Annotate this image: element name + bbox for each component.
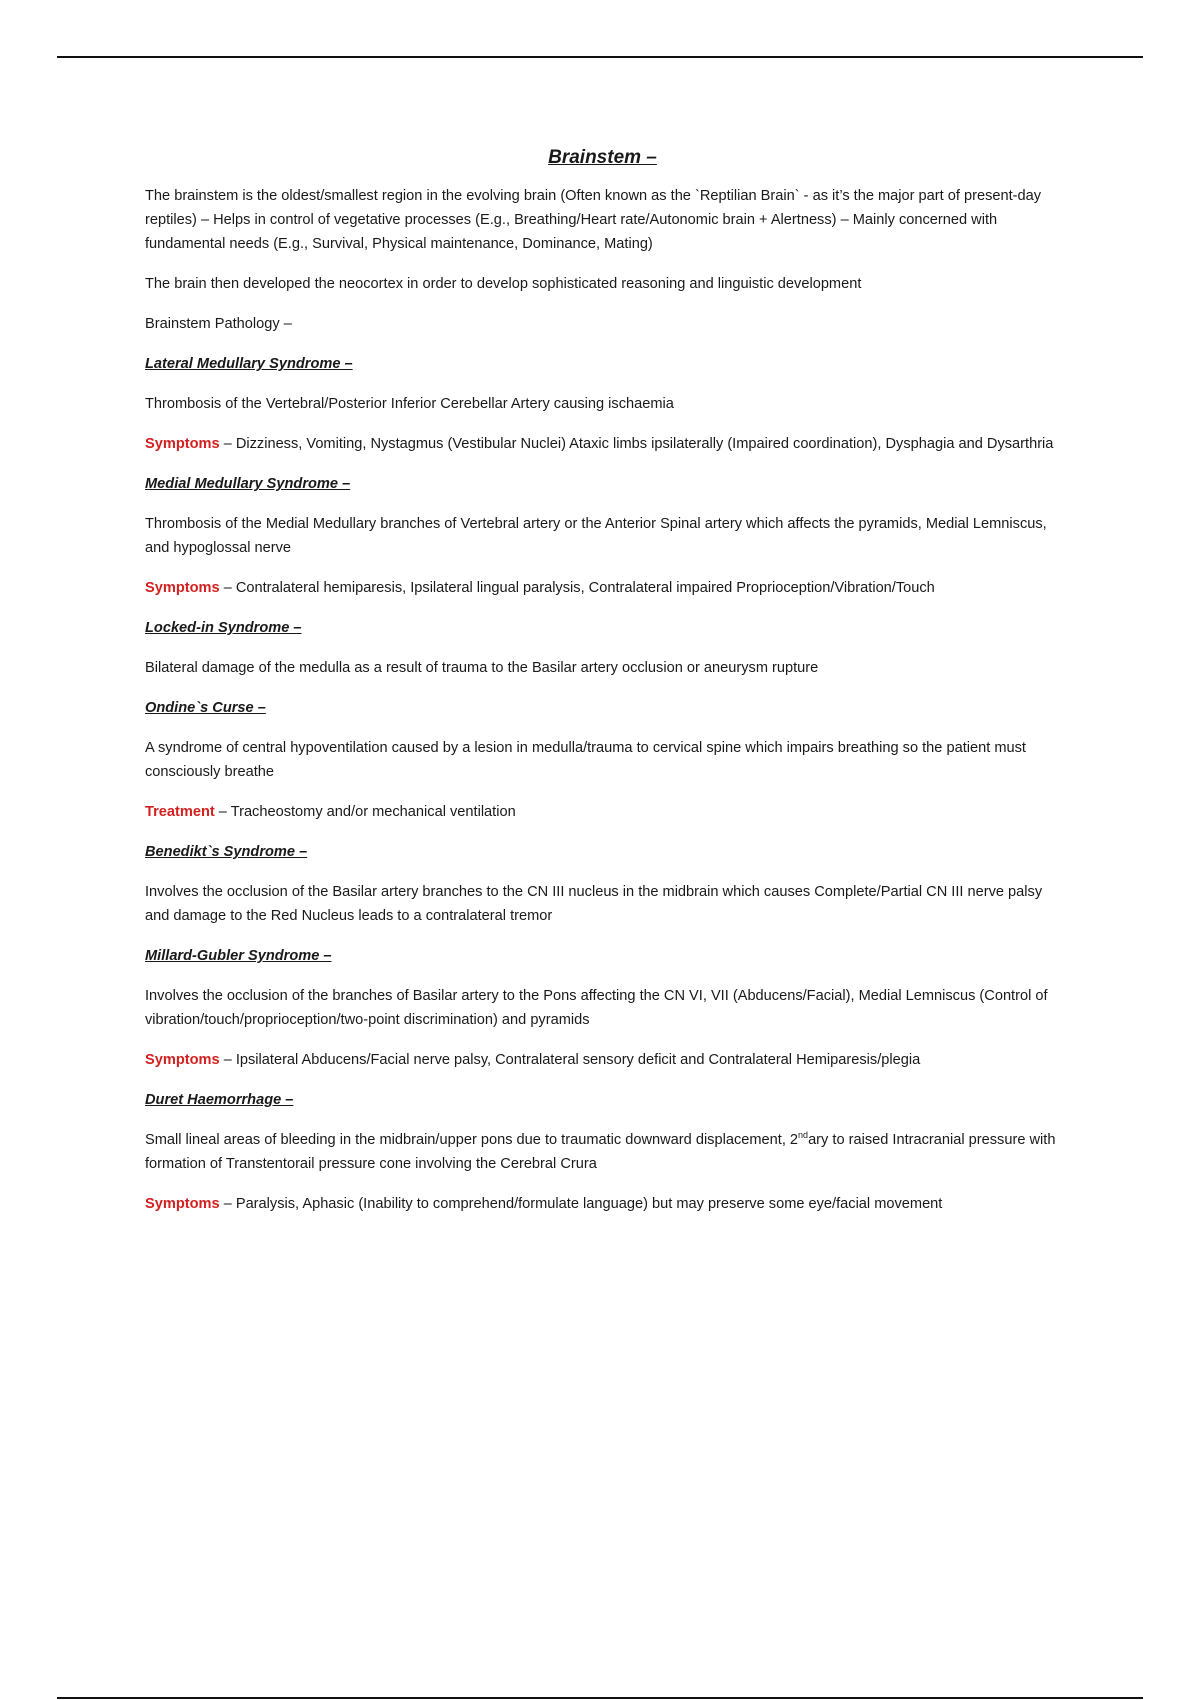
millard-gubler-heading: Millard-Gubler Syndrome –	[145, 948, 332, 964]
lateral-medullary-symptoms	[145, 432, 1060, 456]
duret-description	[145, 1128, 1060, 1176]
treatment-label: Treatment	[145, 804, 215, 820]
symptoms-text: – Contralateral hemiparesis, Ipsilateral lingual paralysis, Contralateral impaired Proprioception/Vibration/Touch	[219, 580, 935, 596]
ondine-description: A syndrome of central hypoventilation caused by a lesion in medulla/trauma to cervical spine which impairs breathing so the patient must consciously breathe	[145, 740, 1026, 780]
symptoms-label: Symptoms	[145, 580, 220, 596]
medial-medullary-heading: Medial Medullary Syndrome –	[145, 476, 351, 492]
treatment-text: – Tracheostomy and/or mechanical ventilation	[214, 804, 516, 820]
duret-text-b: ary to raised Intracranial pressure with formation of Transtentorail pressure cone involving the Cerebral Crura	[145, 1132, 1056, 1172]
symptoms-text: – Ipsilateral Abducens/Facial nerve palsy, Contralateral sensory deficit and Contralateral Hemiparesis/plegia	[219, 1052, 921, 1068]
neocortex-paragraph: The brain then developed the neocortex in order to develop sophisticated reasoning and linguistic development	[145, 276, 862, 292]
lateral-medullary-heading: Lateral Medullary Syndrome –	[145, 356, 353, 372]
document-body	[145, 142, 1060, 1232]
bottom-rule	[57, 1697, 1143, 1699]
millard-gubler-symptoms	[145, 1048, 1060, 1072]
ondine-heading: Ondine`s Curse –	[145, 700, 266, 716]
pathology-label: Brainstem Pathology –	[145, 316, 292, 332]
lateral-medullary-description: Thrombosis of the Vertebral/Posterior Inferior Cerebellar Artery causing ischaemia	[145, 396, 674, 412]
benedikt-heading: Benedikt`s Syndrome –	[145, 844, 308, 860]
symptoms-label: Symptoms	[145, 1196, 220, 1212]
medial-medullary-description: Thrombosis of the Medial Medullary branches of Vertebral artery or the Anterior Spinal artery which affects the pyramids, Medial Lemniscus, and hypoglossal nerve	[145, 516, 1047, 556]
medial-medullary-symptoms	[145, 576, 1060, 600]
duret-symptoms	[145, 1192, 1060, 1216]
symptoms-text: – Paralysis, Aphasic (Inability to comprehend/formulate language) but may preserve some eye/facial movement	[219, 1196, 943, 1212]
top-rule	[57, 56, 1143, 58]
page-title: Brainstem –	[548, 147, 657, 168]
benedikt-description: Involves the occlusion of the Basilar artery branches to the CN III nucleus in the midbrain which causes Complete/Partial CN III nerve palsy and damage to the Red Nucleus leads to a contralateral tremor	[145, 884, 1043, 924]
duret-text-a: Small lineal areas of bleeding in the midbrain/upper pons due to traumatic downward displacement, 2	[145, 1132, 799, 1148]
intro-paragraph: The brainstem is the oldest/smallest region in the evolving brain (Often known as the `Reptilian Brain` - as it’s the major part of present-day reptiles) – Helps in control of vegetative processes (E.g., Breathing/Heart rate/Autonomic brain + Alertness) – Mainly concerned with fundamental needs (E.g., Survival, Physical maintenance, Dominance, Mating)	[145, 188, 1042, 252]
locked-in-heading: Locked-in Syndrome –	[145, 620, 302, 636]
symptoms-text: – Dizziness, Vomiting, Nystagmus (Vestibular Nuclei) Ataxic limbs ipsilaterally (Impaired coordination), Dysphagia and Dysarthria	[219, 436, 1054, 452]
locked-in-description: Bilateral damage of the medulla as a result of trauma to the Basilar artery occlusion or aneurysm rupture	[145, 660, 819, 676]
millard-gubler-description: Involves the occlusion of the branches of Basilar artery to the Pons affecting the CN VI, VII (Abducens/Facial), Medial Lemniscus (Control of vibration/touch/proprioception/two-point discrimination) and pyramids	[145, 988, 1048, 1028]
ondine-treatment	[145, 800, 1060, 824]
symptoms-label: Symptoms	[145, 436, 220, 452]
duret-superscript: nd	[798, 1130, 809, 1141]
duret-heading: Duret Haemorrhage –	[145, 1092, 294, 1108]
symptoms-label: Symptoms	[145, 1052, 220, 1068]
